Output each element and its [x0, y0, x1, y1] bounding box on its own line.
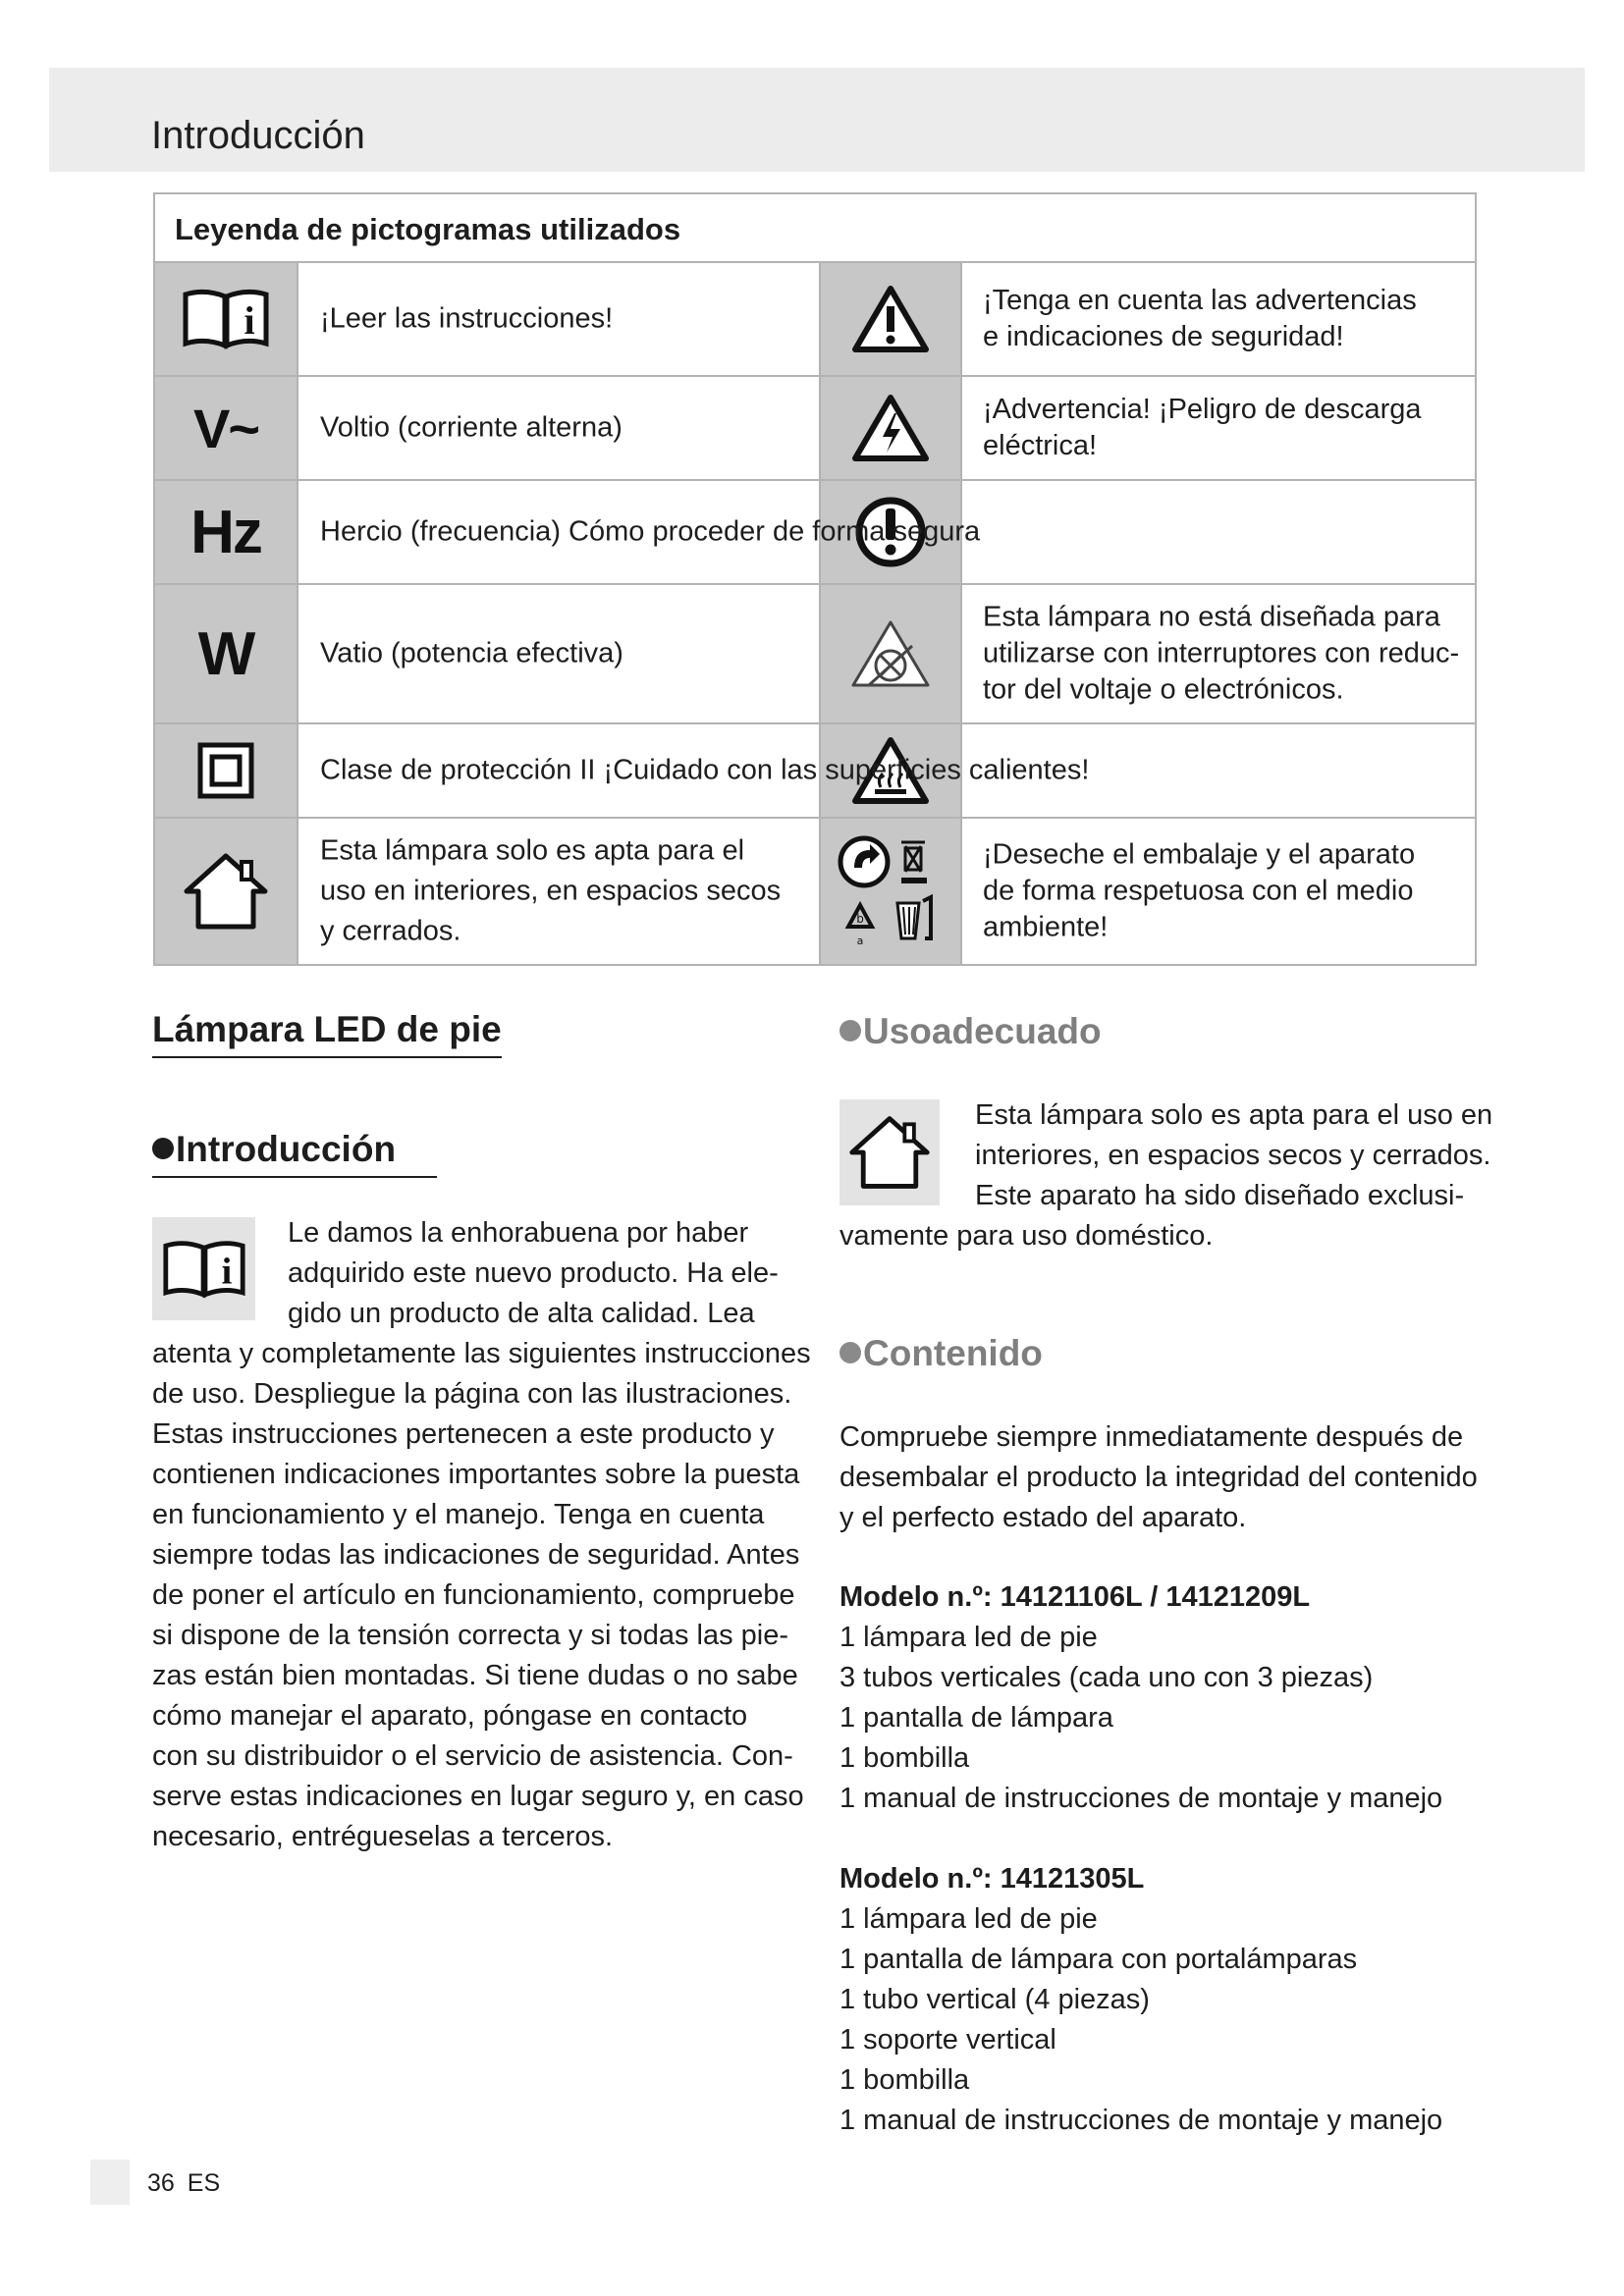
legend-text: Voltio (corriente alterna) [320, 411, 623, 444]
legend-row [155, 724, 1475, 819]
no-dimmer-icon [819, 585, 962, 722]
list-item: 1 pantalla de lámpara [839, 1702, 1113, 1734]
list-item: 1 lámpara led de pie [839, 1903, 1098, 1935]
list-item: 1 bombilla [839, 1742, 970, 1774]
legend-row [155, 263, 1475, 377]
footer-marker [90, 2160, 130, 2205]
list-item: 1 pantalla de lámpara con portalámparas [839, 1944, 1358, 1975]
legend-row [155, 377, 1475, 481]
page-number: 36 [147, 2169, 175, 2197]
legend-row [155, 819, 1475, 964]
legend-title-row [155, 194, 1475, 263]
svg-text:i: i [221, 1250, 232, 1292]
intro-paragraph: atenta y completamente las siguientes instrucciones de uso. Despliegue la página con las ilustraciones. Estas instrucciones pertenecen a este producto y contienen indicaciones importantes sobre la puesta en funcionamiento y el manejo. Tenga en cuenta siempre todas las indicaciones de seguridad. Antes de poner el artículo en funcionamiento, compruebe si dispone de la tensión correcta y si todas las pie- zas están bien montadas. Si tiene dudas o no sabe cómo manejar el aparato, póngase en contacto con su distribuidor o el servicio de asistencia. Con- serve estas indicaciones en lugar seguro y, en caso necesario, entrégueselas a terceros. [152, 1338, 811, 1852]
pictogram-legend-table [153, 192, 1477, 966]
list-item: 1 manual de instrucciones de montaje y manejo [839, 2105, 1443, 2136]
contenido-paragraph: Compruebe siempre inmediatamente después de desembalar el producto la integridad del contenido y el perfecto estado del aparato. [839, 1421, 1478, 1533]
book-info-icon [155, 263, 298, 375]
section-bullet-icon [839, 1342, 861, 1363]
warning-triangle-icon [819, 263, 962, 375]
legend-text: ¡Deseche el embalaje y el aparato de forma respetuosa con el medio ambiente! [983, 838, 1416, 943]
page-footer [147, 2169, 220, 2198]
list-item: 1 soporte vertical [839, 2024, 1056, 2056]
section-bullet-icon [152, 1138, 174, 1159]
language-code: ES [187, 2169, 221, 2197]
section-bullet-icon [839, 1020, 861, 1041]
house-icon [155, 819, 298, 964]
model-1-list [839, 1577, 1442, 1819]
model-2-list [839, 1859, 1442, 2141]
legend-row [155, 481, 1475, 585]
list-item: 3 tubos verticales (cada uno con 3 piezas) [839, 1662, 1374, 1693]
hertz-icon: Hz [155, 481, 298, 583]
electric-shock-warning-icon [819, 377, 962, 479]
product-title: Lámpara LED de pie [152, 1009, 502, 1058]
intro-paragraph-indented: Le damos la enhorabuena por haber adquirido este nuevo producto. Ha ele- gido un producto de alta calidad. Lea [288, 1217, 779, 1329]
list-item: 1 lámpara led de pie [839, 1622, 1098, 1653]
volt-ac-icon: V~ [155, 377, 298, 479]
list-item: 1 bombilla [839, 2064, 970, 2096]
page-header-title: Introducción [151, 114, 365, 157]
watt-icon: W [155, 585, 298, 722]
uso-section-title: Usoadecuado [839, 1011, 1102, 1052]
svg-text:a: a [856, 934, 864, 947]
legend-text: Esta lámpara no está diseñada para utilizarse con interruptores con reduc- tor del voltaje o electrónicos. [983, 601, 1460, 706]
list-item: 1 manual de instrucciones de montaje y manejo [839, 1783, 1443, 1814]
legend-text: Vatio (potencia efectiva) [320, 637, 623, 669]
legend-title: Leyenda de pictogramas utilizados [175, 212, 681, 246]
recycling-icon [819, 819, 962, 964]
legend-text: Esta lámpara solo es apta para el uso en interiores, en espacios secos y cerrados. [320, 834, 782, 947]
list-item: 1 tubo vertical (4 piezas) [839, 1984, 1150, 2015]
uso-paragraph: vamente para uso doméstico. [839, 1220, 1214, 1252]
legend-text: ¡Leer las instrucciones! [320, 302, 614, 335]
intro-section-title: Introducción [152, 1129, 437, 1178]
svg-text:b: b [856, 912, 864, 926]
model-2-heading: Modelo n.º: 14121305L [839, 1863, 1145, 1895]
svg-text:i: i [244, 298, 255, 343]
legend-row [155, 585, 1475, 724]
legend-text: ¡Tenga en cuenta las advertencias e indicaciones de seguridad! [983, 285, 1417, 352]
legend-text: Hercio (frecuencia) Cómo proceder de forma segura [320, 515, 981, 548]
protection-class-ii-icon [155, 724, 298, 817]
house-icon [839, 1099, 940, 1205]
legend-text: Clase de protección II ¡Cuidado con las superficies calientes! [320, 754, 1090, 786]
book-info-icon [152, 1217, 255, 1320]
legend-text: ¡Advertencia! ¡Peligro de descarga eléctrica! [983, 394, 1422, 461]
uso-paragraph-indented: Esta lámpara solo es apta para el uso en interiores, en espacios secos y cerrados. Este aparato ha sido diseñado exclusi- [975, 1099, 1493, 1211]
model-1-heading: Modelo n.º: 14121106L / 14121209L [839, 1581, 1311, 1613]
contenido-section-title: Contenido [839, 1333, 1043, 1374]
